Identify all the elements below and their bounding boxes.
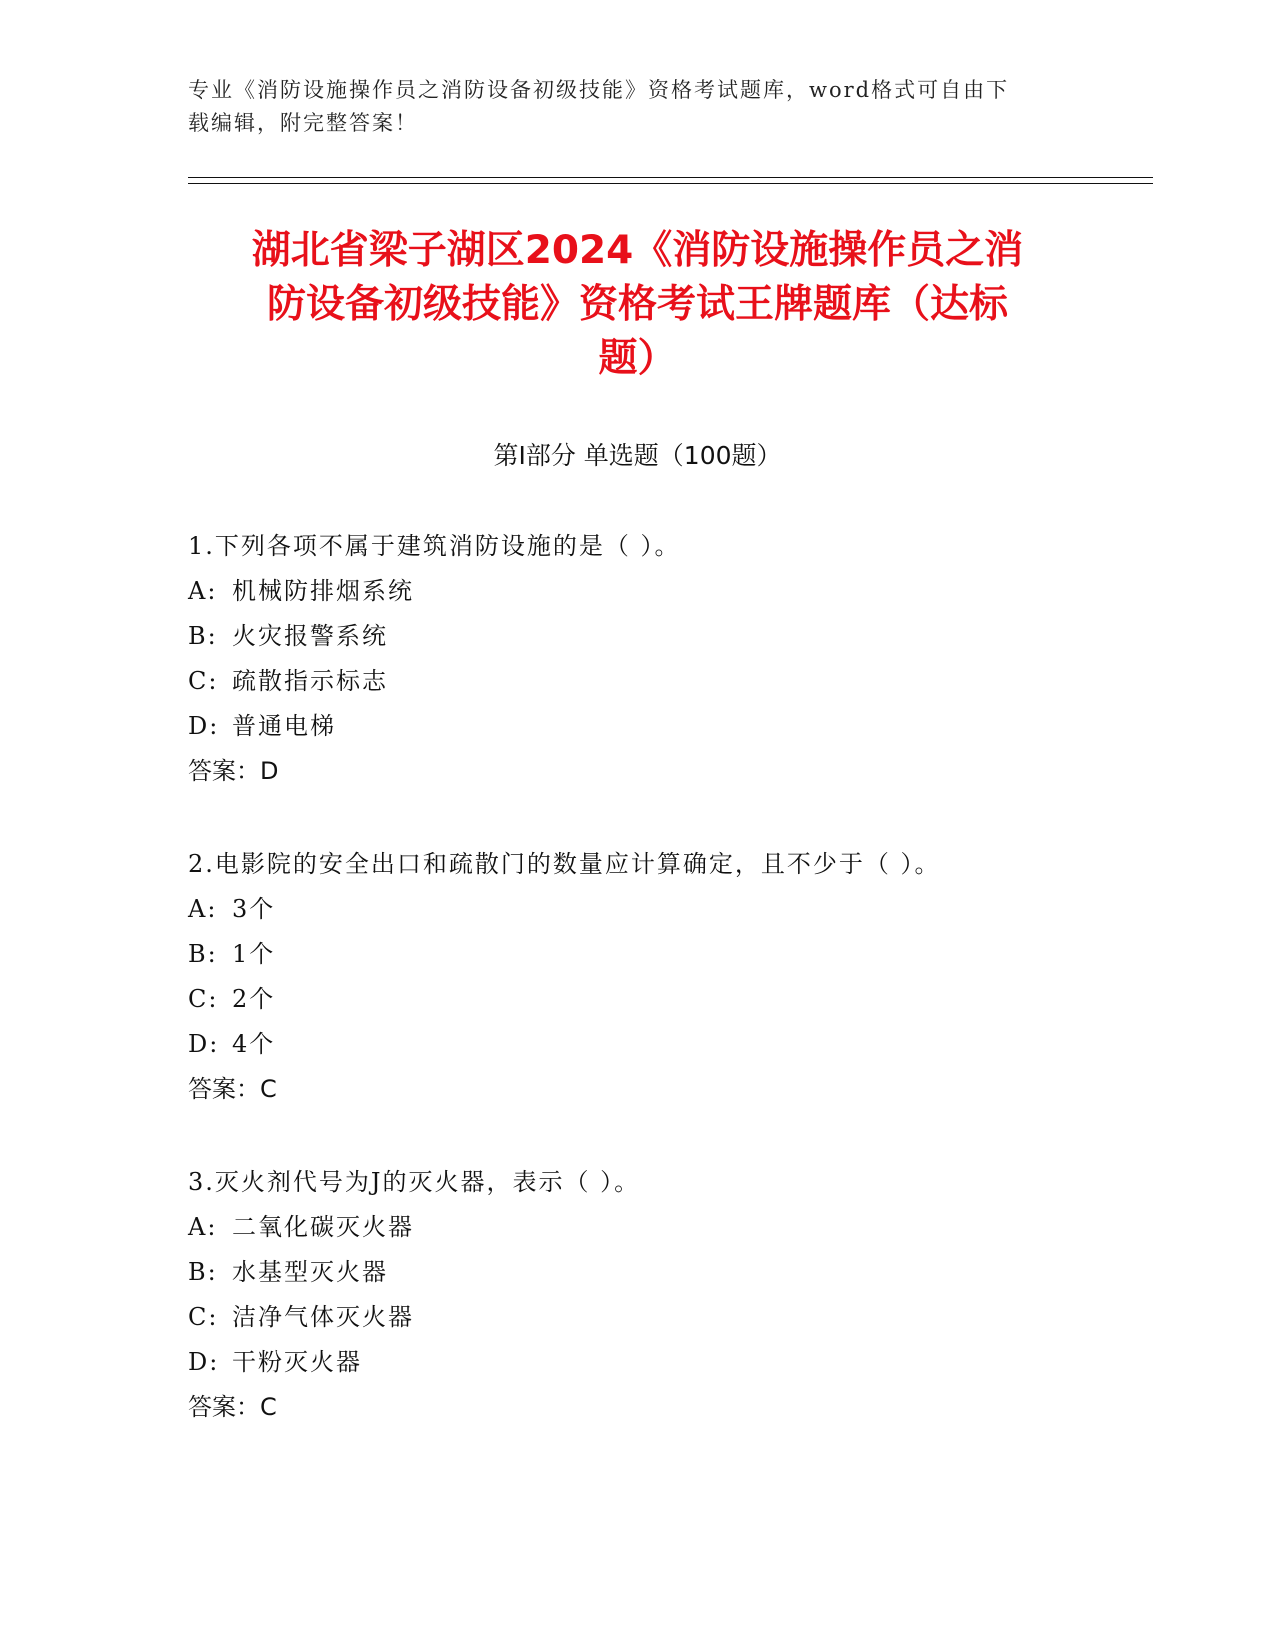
option-key: C: [188,667,219,695]
question-item [188,842,1148,1112]
option-a [188,887,1148,932]
option-text: 普通电梯 [232,712,336,740]
header-divider-top [188,177,1153,178]
option-d [188,1340,1148,1385]
option-text: 干粉灭火器 [232,1348,362,1376]
option-key: A: [188,895,218,923]
option-d [188,1022,1148,1067]
option-key: C: [188,1303,219,1331]
answer-line: 答案：D [188,757,279,785]
option-key: B: [188,622,218,650]
page-title-line-3: 题） [598,336,677,381]
answer-line: 答案：C [188,1075,277,1103]
option-text: 1个 [232,940,276,968]
header-note-line-1: 专业《消防设施操作员之消防设备初级技能》资格考试题库，word格式可自由下 [188,78,1010,102]
option-d [188,704,1148,749]
option-text: 2个 [232,985,276,1013]
option-key: D: [188,1348,220,1376]
question-item [188,524,1148,794]
option-text: 水基型灭火器 [232,1258,388,1286]
option-text: 疏散指示标志 [232,667,388,695]
option-a [188,1205,1148,1250]
option-text: 机械防排烟系统 [232,577,414,605]
header-note [188,74,1088,140]
option-b [188,1250,1148,1295]
page-title-line-1: 湖北省梁子湖区2024《消防设施操作员之消 [251,228,1024,273]
option-key: B: [188,940,218,968]
header-note-line-2: 载编辑，附完整答案！ [188,111,418,135]
option-key: B: [188,1258,218,1286]
option-text: 二氧化碳灭火器 [232,1213,414,1241]
option-text: 4个 [232,1030,276,1058]
question-item [188,1160,1148,1430]
question-stem: 1.下列各项不属于建筑消防设施的是（ ）。 [188,532,681,560]
header-divider-bottom [188,183,1153,184]
question-stem: 3.灭火剂代号为J的灭火器，表示（ ）。 [188,1168,641,1196]
option-b [188,614,1148,659]
answer-line: 答案：C [188,1393,277,1421]
page-title-line-2: 防设备初级技能》资格考试王牌题库（达标 [266,282,1008,327]
option-text: 3个 [232,895,276,923]
option-c [188,977,1148,1022]
option-c [188,659,1148,704]
option-key: D: [188,1030,220,1058]
option-b [188,932,1148,977]
page-title [150,224,1125,386]
option-key: D: [188,712,220,740]
option-c [188,1295,1148,1340]
option-key: A: [188,1213,218,1241]
question-stem: 2.电影院的安全出口和疏散门的数量应计算确定，且不少于（ ）。 [188,850,941,878]
section-title: 第Ⅰ部分 单选题（100题） [493,441,782,470]
option-a [188,569,1148,614]
option-key: C: [188,985,219,1013]
option-key: A: [188,577,218,605]
option-text: 洁净气体灭火器 [232,1303,414,1331]
option-text: 火灾报警系统 [232,622,388,650]
